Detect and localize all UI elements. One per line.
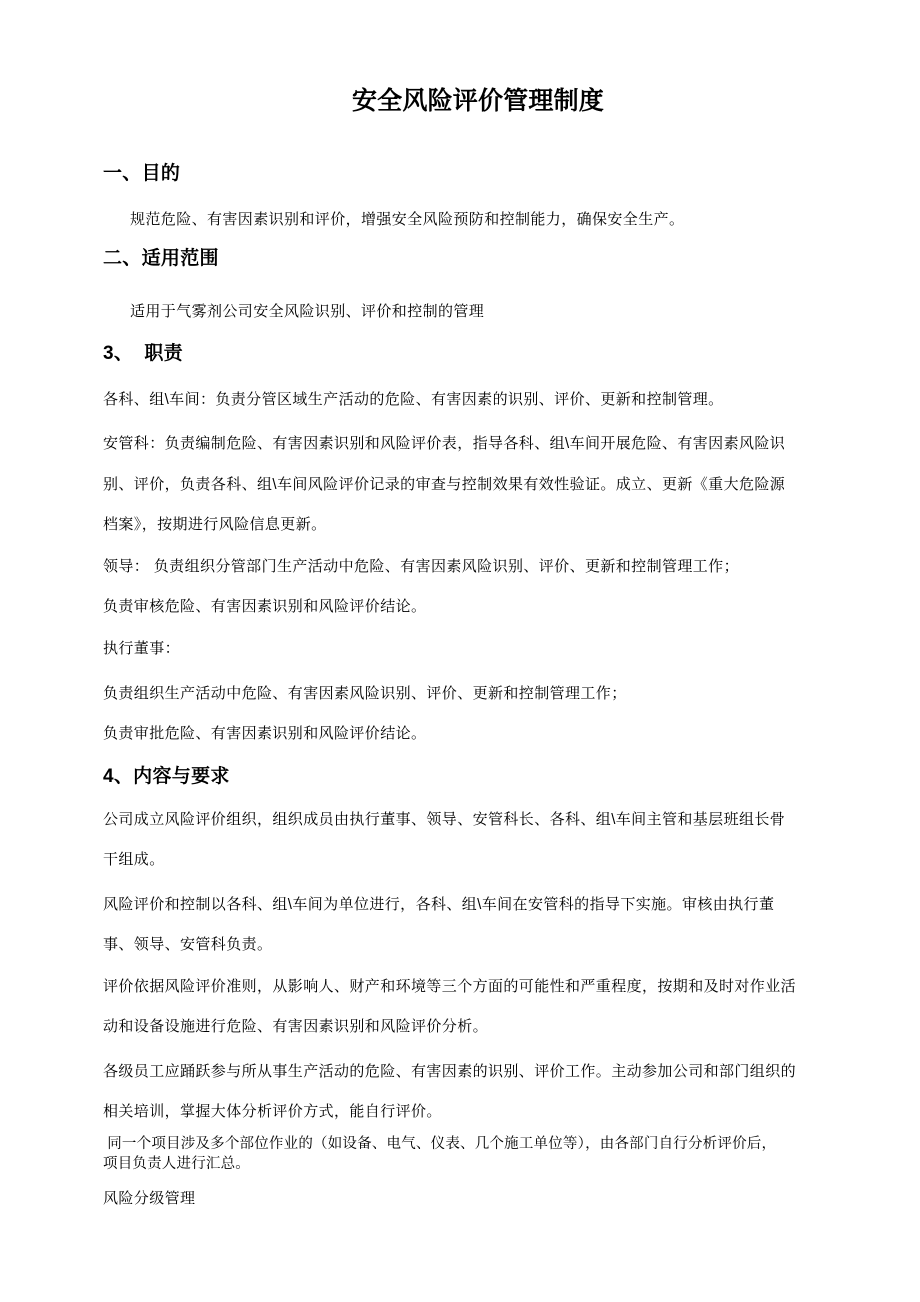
paragraph-line: 执行董事： (103, 640, 181, 657)
paragraph-line: 事、领导、安管科负责。 (103, 936, 273, 953)
paragraph-line: 相关培训，掌握大体分析评价方式，能自行评价。 (103, 1103, 442, 1120)
paragraph-line: 各级员工应踊跃参与所从事生产活动的危险、有害因素的识别、评价工作。主动参加公司和部门组织的 (103, 1063, 797, 1080)
paragraph-line: 评价依据风险评价准则，从影响人、财产和环境等三个方面的可能性和严重程度，按期和及时对作业活 (103, 978, 797, 995)
paragraph-line: 负责审核危险、有害因素识别和风险评价结论。 (103, 598, 427, 615)
section-heading-content-requirements: 4、内容与要求 (103, 766, 230, 787)
paragraph-line: 安管科：负责编制危险、有害因素识别和风险评价表，指导各科、组\车间开展危险、有害因素风险识 (103, 435, 786, 452)
paragraph-line: 风险分级管理 (103, 1190, 196, 1207)
section-heading-duties: 3、 职责 (103, 343, 183, 364)
paragraph-line: 公司成立风险评价组织，组织成员由执行董事、领导、安管科长、各科、组\车间主管和基层班组长骨 (103, 811, 786, 828)
paragraph-line: 同一个项目涉及多个部位作业的（如设备、电气、仪表、几个施工单位等），由各部门自行分析评价后， (103, 1136, 777, 1152)
paragraph-line: 适用于气雾剂公司安全风险识别、评价和控制的管理 (130, 303, 485, 320)
paragraph-line: 规范危险、有害因素识别和评价，增强安全风险预防和控制能力，确保安全生产。 (130, 211, 685, 228)
paragraph-line: 领导： 负责组织分管部门生产活动中危险、有害因素风险识别、评价、更新和控制管理工作； (103, 558, 739, 575)
paragraph-line: 档案》，按期进行风险信息更新。 (103, 516, 327, 533)
paragraph-line: 动和设备设施进行危险、有害因素识别和风险评价分析。 (103, 1018, 489, 1035)
section-heading-scope: 二、适用范围 (103, 248, 219, 269)
section-heading-purpose: 一、目的 (103, 163, 181, 184)
document-title: 安全风险评价管理制度 (351, 87, 604, 115)
paragraph-line: 别、评价，负责各科、组\车间风险评价记录的审查与控制效果有效性验证。成立、更新《重大危险源 (103, 476, 786, 493)
paragraph-line: 干组成。 (103, 851, 165, 868)
paragraph-line: 风险评价和控制以各科、组\车间为单位进行，各科、组\车间在安管科的指导下实施。审核由执行董 (103, 896, 775, 913)
paragraph-line: 项目负责人进行汇总。 (103, 1156, 250, 1172)
paragraph-line: 负责审批危险、有害因素识别和风险评价结论。 (103, 725, 427, 742)
paragraph-line: 负责组织生产活动中危险、有害因素风险识别、评价、更新和控制管理工作； (103, 685, 627, 702)
paragraph-line: 各科、组\车间：负责分管区域生产活动的危险、有害因素的识别、评价、更新和控制管理。 (103, 391, 724, 408)
